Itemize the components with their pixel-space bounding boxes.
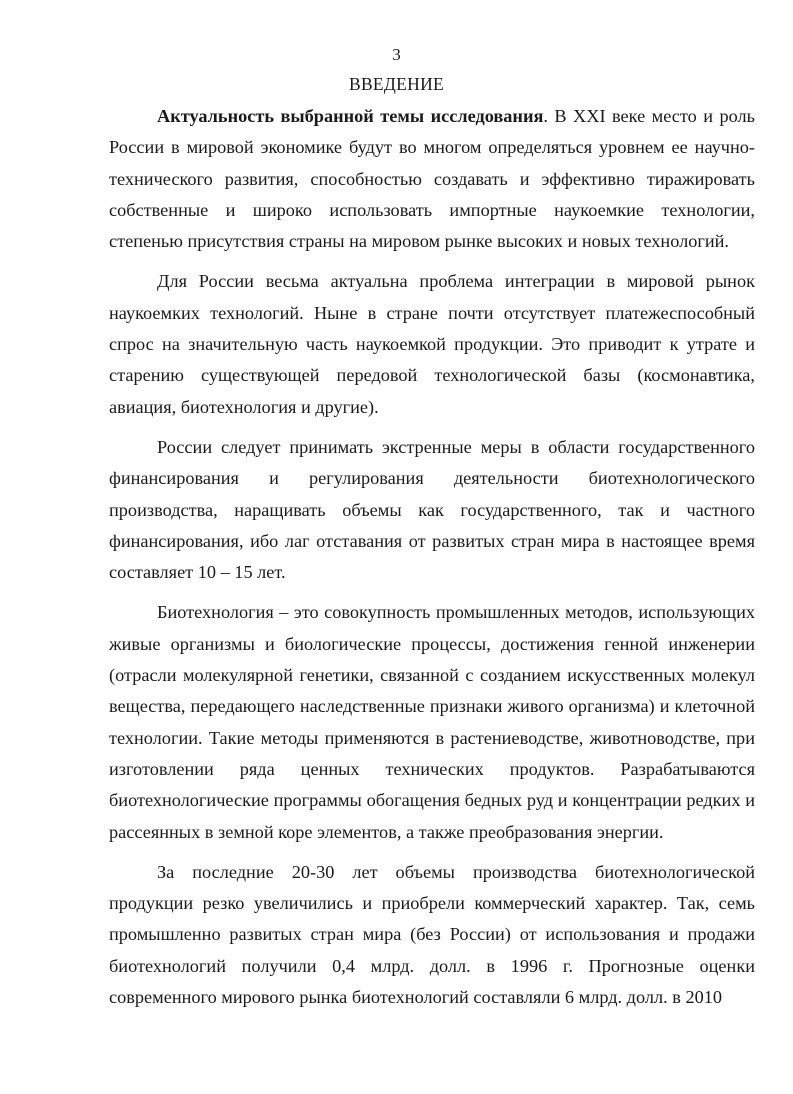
paragraph-text: . В XXI веке место и роль России в мировой экономике будут во многом определяться уровнем ее научно-технического развития, способностью создавать и эффективно тиражировать собственные и широко использовать импортные наукоемкие технологии, степенью присутствия страны на мировом рынке высоких и новых технологий. bbox=[109, 106, 755, 252]
section-heading: ВВЕДЕНИЕ bbox=[348, 74, 445, 94]
paragraph-state-measures: России следует принимать экстренные меры в области государственного финансирования и регулирования деятельности биотехнологического производства, наращивать объемы как государственного, так и частного финансирования, ибо лаг отставания от развитых стран мира в настоящее время составляет 10 – 15 лет. bbox=[109, 436, 755, 583]
paragraph-relevance bbox=[109, 101, 755, 257]
body-text bbox=[109, 101, 755, 1013]
paragraph-biotech-definition: Биотехнология – это совокупность промышленных методов, использующих живые организмы и биологические процессы, достижения генной инженерии (отрасли молекулярной генетики, связанной с созданием искусственных молекул вещества, передающего наследственные признаки живого организма) и клеточной технологии. Такие методы применяются в растениеводстве, животноводстве, при изготовлении ряда ценных технических продуктов. Разрабатываются биотехнологические программы обогащения бедных руд и концентрации редких и рассеянных в земной коре элементов, а также преобразования энергии. bbox=[109, 602, 755, 842]
page-number: 3 bbox=[392, 45, 401, 64]
paragraph-market-growth: За последние 20-30 лет объемы производства биотехнологической продукции резко увеличились и приобрели коммерческий характер. Так, семь промышленно развитых стран мира (без России) от использования и продажи биотехнологий получили 0,4 млрд. долл. в 1996 г. Прогнозные оценки современного мирового рынка биотехнологий составляли 6 млрд. долл. в 2010 bbox=[109, 861, 755, 1008]
paragraph-lead-bold: Актуальность выбранной темы исследования bbox=[157, 106, 544, 126]
paragraph-integration: Для России весьма актуальна проблема интеграции в мировой рынок наукоемких технологий. Ныне в стране почти отсутствует платежеспособный спрос на значительную часть наукоемкой продукции. Это приводит к утрате и старению существующей передовой технологической базы (космонавтика, авиация, биотехнология и другие). bbox=[109, 271, 755, 417]
